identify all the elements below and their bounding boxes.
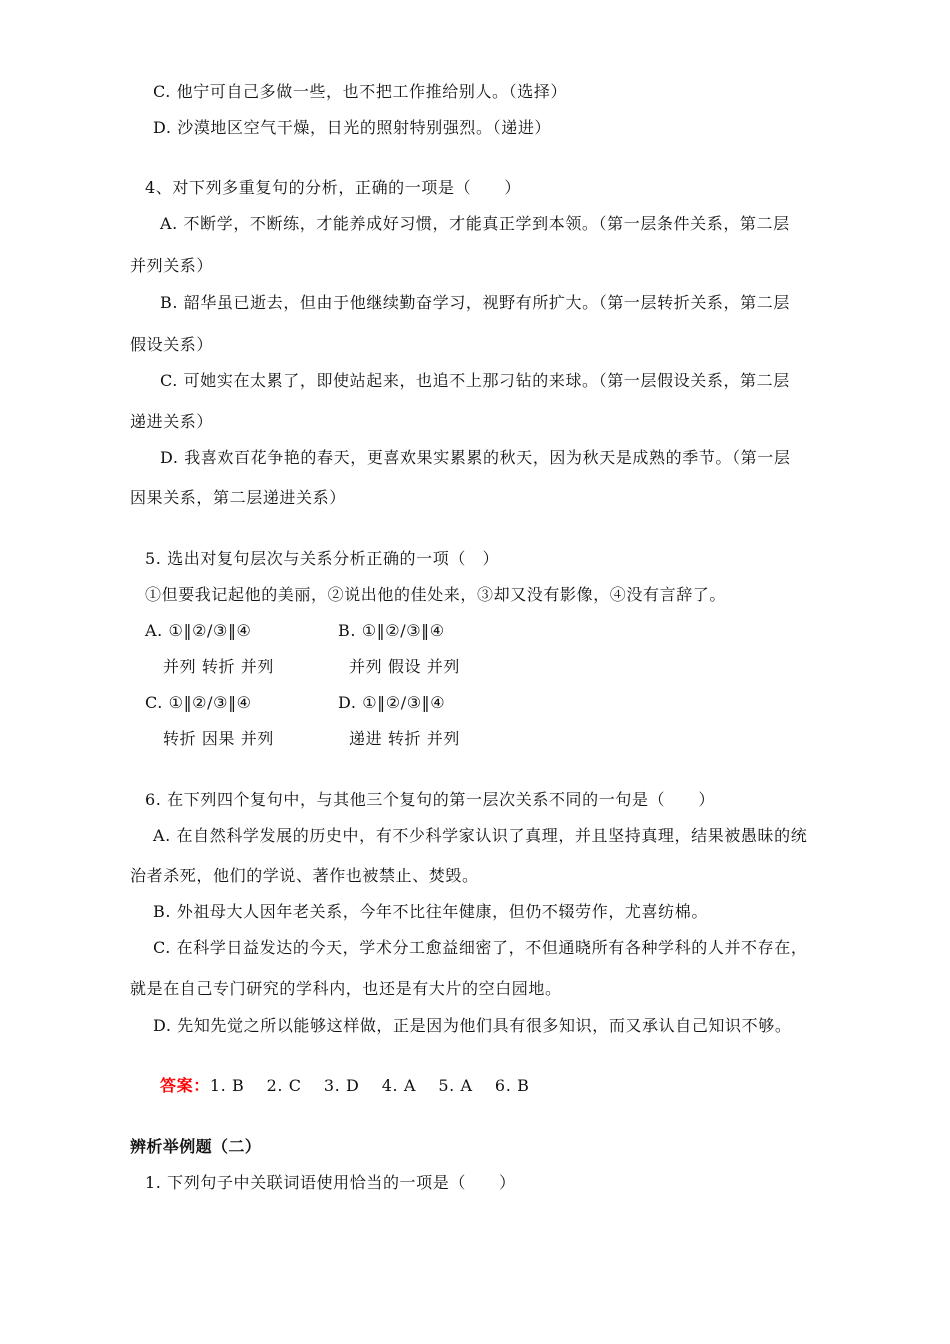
q6-option-b: B. 外祖母大人因年老关系，今年不比往年健康，但仍不辍劳作，尤喜纺棉。 — [153, 902, 708, 921]
q5-stem: 5. 选出对复句层次与关系分析正确的一项（ ） — [145, 549, 500, 568]
q5-option-d-relations: 递进 转折 并列 — [349, 729, 460, 748]
q5-option-a-marks: A. ①‖②/③‖④ — [145, 621, 252, 640]
q5-option-b-relations: 并列 假设 并列 — [349, 657, 460, 676]
q4-option-d-line2: 因果关系，第二层递进关系） — [130, 488, 346, 507]
q4-option-c-line2: 递进关系） — [130, 412, 214, 431]
q6-option-a-line1: A. 在自然科学发展的历史中，有不少科学家认识了真理，并且坚持真理，结果被愚昧的统 — [153, 826, 808, 845]
q6-option-c-line2: 就是在自己专门研究的学科内，也还是有大片的空白园地。 — [130, 979, 562, 998]
section-title: 辨析举例题（二） — [130, 1137, 262, 1156]
q5-option-c-relations: 转折 因果 并列 — [163, 729, 274, 748]
q6-stem: 6. 在下列四个复句中，与其他三个复句的第一层次关系不同的一句是（ ） — [145, 790, 715, 809]
q4-option-b-line1: B. 韶华虽已逝去，但由于他继续勤奋学习，视野有所扩大。（第一层转折关系，第二层 — [160, 293, 790, 312]
answer-text: 1. B 2. C 3. D 4. A 5. A 6. B — [209, 1076, 530, 1095]
q4-stem: 4、对下列多重复句的分析，正确的一项是（ ） — [145, 178, 521, 197]
q4-option-b-line2: 假设关系） — [130, 335, 214, 354]
q4-option-d-line1: D. 我喜欢百花争艳的春天，更喜欢果实累累的秋天，因为秋天是成熟的季节。（第一层 — [160, 448, 791, 467]
q6-option-c-line1: C. 在科学日益发达的今天，学术分工愈益细密了，不但通晓所有各种学科的人并不存在， — [153, 938, 808, 957]
section2-q1-stem: 1. 下列句子中关联词语使用恰当的一项是（ ） — [145, 1173, 516, 1192]
q5-option-a-relations: 并列 转折 并列 — [163, 657, 274, 676]
q6-option-a-line2: 治者杀死，他们的学说、著作也被禁止、焚毁。 — [130, 866, 479, 885]
q4-option-a-line1: A. 不断学，不断练，才能养成好习惯，才能真正学到本领。（第一层条件关系，第二层 — [160, 214, 790, 233]
answer-line — [160, 1074, 529, 1098]
q6-option-d: D. 先知先觉之所以能够这样做，正是因为他们具有很多知识，而又承认自己知识不够。 — [153, 1016, 792, 1035]
q5-option-d-marks: D. ①‖②/③‖④ — [338, 693, 446, 712]
q5-option-c-marks: C. ①‖②/③‖④ — [145, 693, 252, 712]
q4-option-c-line1: C. 可她实在太累了，即使站起来，也追不上那刁钻的来球。（第一层假设关系，第二层 — [160, 371, 790, 390]
answer-label: 答案： — [160, 1076, 210, 1095]
q3-option-c: C. 他宁可自己多做一些，也不把工作推给别人。（选择） — [153, 82, 568, 101]
q3-option-d: D. 沙漠地区空气干燥，日光的照射特别强烈。（递进） — [153, 118, 552, 137]
q4-option-a-line2: 并列关系） — [130, 256, 214, 275]
q5-option-b-marks: B. ①‖②/③‖④ — [338, 621, 445, 640]
q5-sentence: ①但要我记起他的美丽，②说出他的佳处来，③却又没有影像，④没有言辞了。 — [145, 585, 727, 604]
